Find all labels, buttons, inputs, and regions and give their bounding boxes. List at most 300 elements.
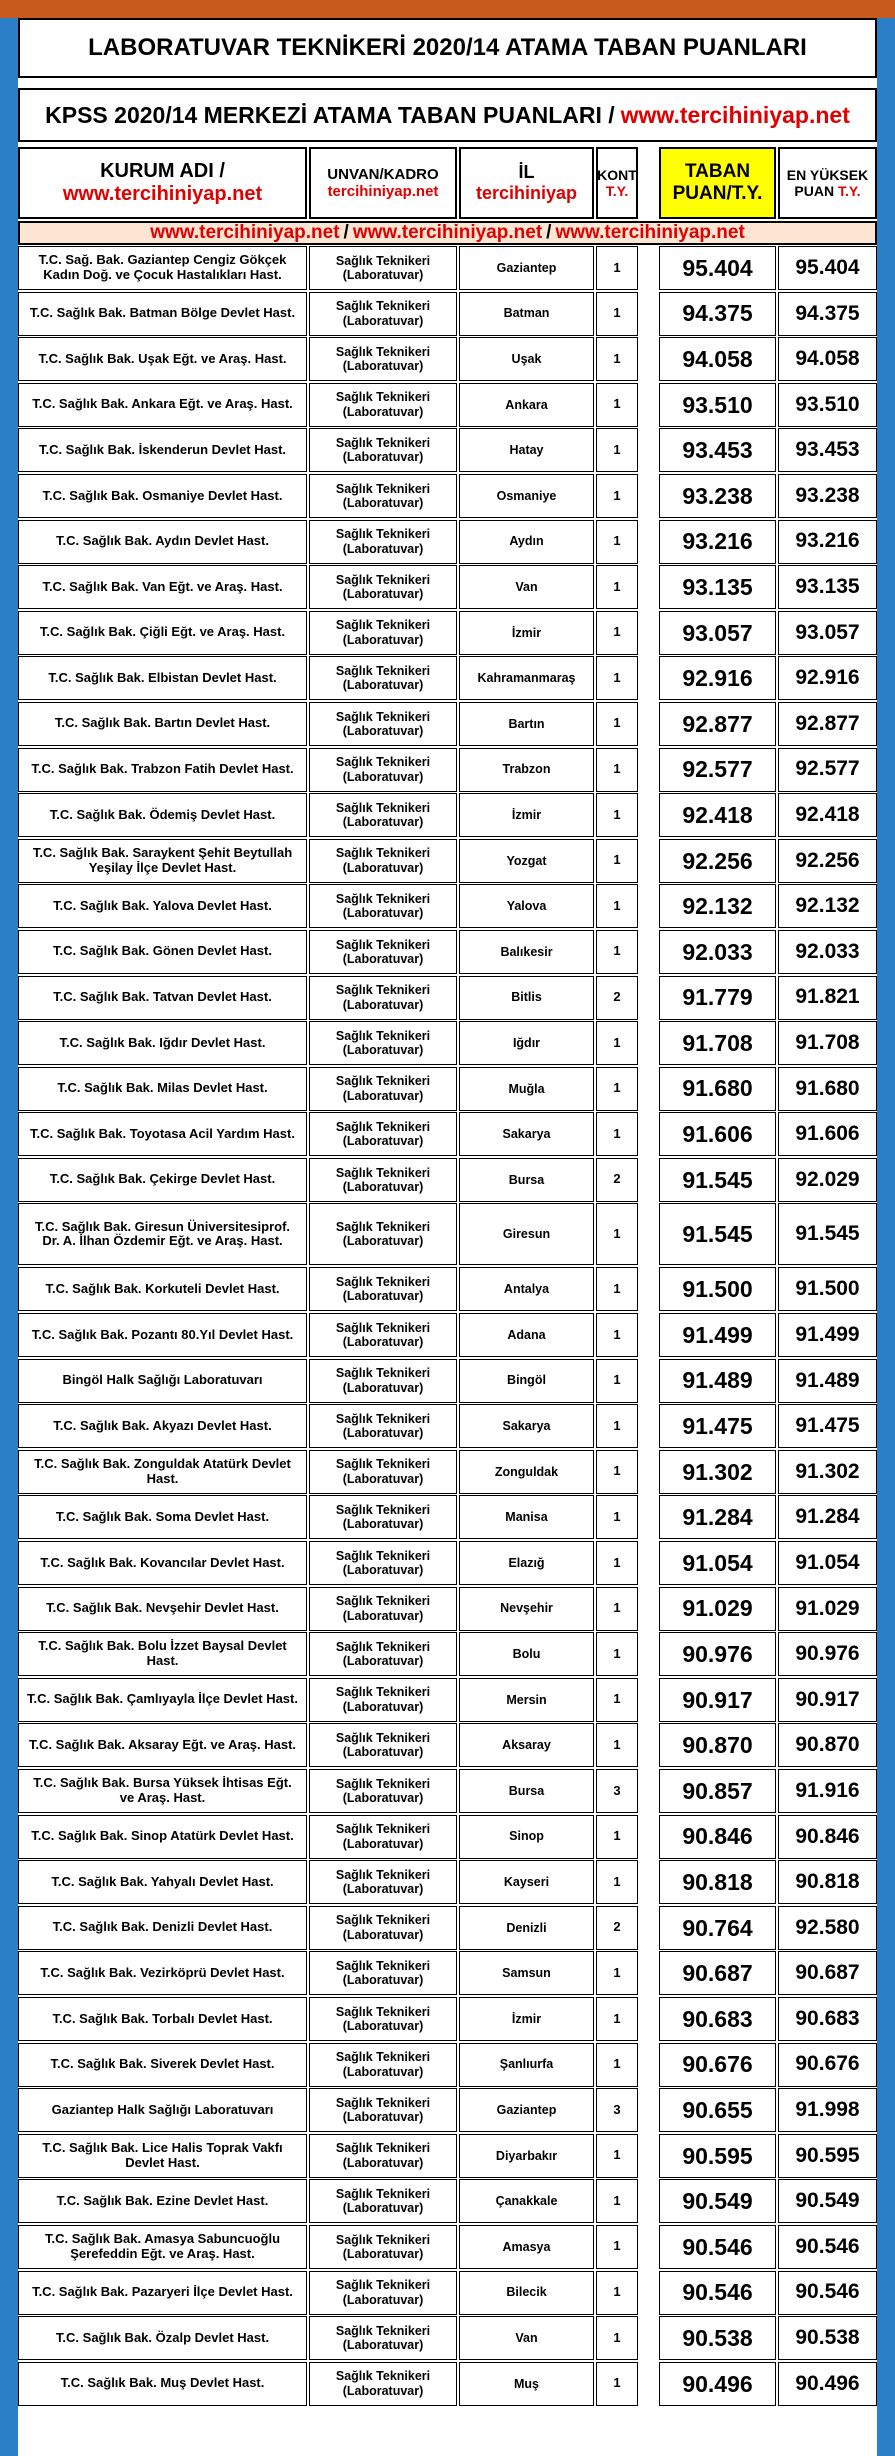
en-yuksek-puan-cell: 91.998 xyxy=(778,2088,877,2132)
kurum-cell: T.C. Sağlık Bak. Pozantı 80.Yıl Devlet Hast. xyxy=(18,1313,307,1357)
kurum-cell: T.C. Sağlık Bak. Siverek Devlet Hast. xyxy=(18,2043,307,2087)
unvan-cell: Sağlık Teknikeri (Laboratuvar) xyxy=(309,1906,457,1950)
taban-puan-cell: 93.510 xyxy=(659,383,776,427)
en-yuksek-puan-cell: 92.577 xyxy=(778,748,877,792)
table-row xyxy=(18,2043,877,2089)
table-row xyxy=(18,2271,877,2317)
table-row xyxy=(18,1723,877,1769)
table-row xyxy=(18,930,877,976)
en-yuksek-puan-cell: 90.546 xyxy=(778,2225,877,2269)
unvan-cell: Sağlık Teknikeri (Laboratuvar) xyxy=(309,1313,457,1357)
il-cell: Muş xyxy=(459,2362,594,2406)
taban-puan-cell: 90.546 xyxy=(659,2225,776,2269)
unvan-cell: Sağlık Teknikeri (Laboratuvar) xyxy=(309,1021,457,1065)
il-cell: Van xyxy=(459,2316,594,2360)
kontenjan-cell: 1 xyxy=(596,565,638,609)
kurum-cell: T.C. Sağlık Bak. Iğdır Devlet Hast. xyxy=(18,1021,307,1065)
unvan-cell: Sağlık Teknikeri (Laboratuvar) xyxy=(309,1678,457,1722)
table-row xyxy=(18,1906,877,1952)
unvan-cell: Sağlık Teknikeri (Laboratuvar) xyxy=(309,656,457,700)
unvan-cell: Sağlık Teknikeri (Laboratuvar) xyxy=(309,2362,457,2406)
il-cell: Sakarya xyxy=(459,1112,594,1156)
il-cell: Diyarbakır xyxy=(459,2134,594,2178)
il-cell: Amasya xyxy=(459,2225,594,2269)
en-yuksek-puan-cell: 92.033 xyxy=(778,930,877,974)
header-en-yuksek xyxy=(778,147,877,219)
taban-puan-cell: 92.577 xyxy=(659,748,776,792)
kurum-cell: T.C. Sağlık Bak. Amasya Sabuncuoğlu Şerefeddin Eğt. ve Araş. Hast. xyxy=(18,2225,307,2269)
table-row xyxy=(18,428,877,474)
kurum-cell: T.C. Sağlık Bak. Giresun Üniversitesiprof. Dr. A. İlhan Özdemir Eğt. ve Araş. Hast. xyxy=(18,1203,307,1265)
il-cell: Şanlıurfa xyxy=(459,2043,594,2087)
en-yuksek-puan-cell: 92.132 xyxy=(778,884,877,928)
table-row xyxy=(18,839,877,885)
kurum-cell: T.C. Sağlık Bak. Aydın Devlet Hast. xyxy=(18,520,307,564)
taban-puan-cell: 90.764 xyxy=(659,1906,776,1950)
kontenjan-cell: 1 xyxy=(596,2225,638,2269)
table-row xyxy=(18,246,877,292)
table-row xyxy=(18,748,877,794)
header-il-label: İL xyxy=(518,162,535,182)
kontenjan-cell: 1 xyxy=(596,1267,638,1311)
subtitle-site-link[interactable]: www.tercihiniyap.net xyxy=(620,101,850,128)
il-cell: Giresun xyxy=(459,1203,594,1265)
table-row xyxy=(18,884,877,930)
en-yuksek-puan-cell: 90.538 xyxy=(778,2316,877,2360)
taban-puan-cell: 90.496 xyxy=(659,2362,776,2406)
il-cell: Balıkesir xyxy=(459,930,594,974)
unvan-cell: Sağlık Teknikeri (Laboratuvar) xyxy=(309,428,457,472)
taban-puan-cell: 90.683 xyxy=(659,1997,776,2041)
taban-puan-cell: 92.132 xyxy=(659,884,776,928)
en-yuksek-puan-cell: 91.680 xyxy=(778,1067,877,1111)
taban-puan-cell: 95.404 xyxy=(659,246,776,290)
table-row xyxy=(18,1769,877,1815)
kontenjan-cell: 1 xyxy=(596,930,638,974)
kurum-cell: T.C. Sağlık Bak. Saraykent Şehit Beytullah Yeşilay İlçe Devlet Hast. xyxy=(18,839,307,883)
kontenjan-cell: 1 xyxy=(596,1404,638,1448)
unvan-cell: Sağlık Teknikeri (Laboratuvar) xyxy=(309,1769,457,1813)
kontenjan-cell: 1 xyxy=(596,474,638,518)
table-row xyxy=(18,1815,877,1861)
header-unvan xyxy=(309,147,457,219)
kurum-cell: T.C. Sağlık Bak. Aksaray Eğt. ve Araş. Hast. xyxy=(18,1723,307,1767)
kurum-cell: T.C. Sağlık Bak. Pazaryeri İlçe Devlet Hast. xyxy=(18,2271,307,2315)
unvan-cell: Sağlık Teknikeri (Laboratuvar) xyxy=(309,1267,457,1311)
il-cell: Elazığ xyxy=(459,1541,594,1585)
table-row xyxy=(18,1450,877,1496)
unvan-cell: Sağlık Teknikeri (Laboratuvar) xyxy=(309,292,457,336)
kontenjan-cell: 1 xyxy=(596,1313,638,1357)
kurum-cell: T.C. Sağlık Bak. Bartın Devlet Hast. xyxy=(18,702,307,746)
table-row xyxy=(18,1267,877,1313)
kurum-cell: T.C. Sağlık Bak. Yahyalı Devlet Hast. xyxy=(18,1860,307,1904)
taban-puan-cell: 91.489 xyxy=(659,1359,776,1403)
il-cell: Van xyxy=(459,565,594,609)
website-band xyxy=(18,221,877,245)
en-yuksek-puan-cell: 91.054 xyxy=(778,1541,877,1585)
en-yuksek-puan-cell: 90.976 xyxy=(778,1632,877,1676)
en-yuksek-puan-cell: 93.216 xyxy=(778,520,877,564)
table-row xyxy=(18,520,877,566)
taban-puan-cell: 93.135 xyxy=(659,565,776,609)
header-en-yuksek-label: EN YÜKSEK xyxy=(786,167,869,183)
unvan-cell: Sağlık Teknikeri (Laboratuvar) xyxy=(309,1997,457,2041)
unvan-cell: Sağlık Teknikeri (Laboratuvar) xyxy=(309,793,457,837)
header-kurum-label: KURUM ADI / xyxy=(100,160,225,182)
unvan-cell: Sağlık Teknikeri (Laboratuvar) xyxy=(309,2225,457,2269)
table-row xyxy=(18,1495,877,1541)
kontenjan-cell: 2 xyxy=(596,1158,638,1202)
en-yuksek-puan-cell: 91.708 xyxy=(778,1021,877,1065)
il-cell: Mersin xyxy=(459,1678,594,1722)
table-row xyxy=(18,1587,877,1633)
il-cell: Yalova xyxy=(459,884,594,928)
separator: / xyxy=(546,222,552,243)
unvan-cell: Sağlık Teknikeri (Laboratuvar) xyxy=(309,839,457,883)
taban-puan-cell: 91.499 xyxy=(659,1313,776,1357)
en-yuksek-puan-cell: 92.580 xyxy=(778,1906,877,1950)
website-link-1[interactable]: www.tercihiniyap.net xyxy=(150,222,340,243)
unvan-cell: Sağlık Teknikeri (Laboratuvar) xyxy=(309,748,457,792)
taban-puan-cell: 91.680 xyxy=(659,1067,776,1111)
en-yuksek-puan-cell: 90.846 xyxy=(778,1815,877,1859)
en-yuksek-puan-cell: 94.058 xyxy=(778,337,877,381)
en-yuksek-puan-cell: 91.499 xyxy=(778,1313,877,1357)
kontenjan-cell: 1 xyxy=(596,1112,638,1156)
il-cell: Bartın xyxy=(459,702,594,746)
taban-puan-cell: 94.375 xyxy=(659,292,776,336)
kurum-cell: T.C. Sağlık Bak. Akyazı Devlet Hast. xyxy=(18,1404,307,1448)
table-row xyxy=(18,2362,877,2408)
il-cell: Nevşehir xyxy=(459,1587,594,1631)
kurum-cell: T.C. Sağlık Bak. Uşak Eğt. ve Araş. Hast. xyxy=(18,337,307,381)
unvan-cell: Sağlık Teknikeri (Laboratuvar) xyxy=(309,520,457,564)
taban-puan-cell: 90.870 xyxy=(659,1723,776,1767)
table-row xyxy=(18,2225,877,2271)
table-row xyxy=(18,793,877,839)
table-row xyxy=(18,1112,877,1158)
table-row xyxy=(18,1021,877,1067)
kurum-cell: T.C. Sağlık Bak. Vezirköprü Devlet Hast. xyxy=(18,1951,307,1995)
en-yuksek-puan-cell: 95.404 xyxy=(778,246,877,290)
en-yuksek-puan-cell: 91.029 xyxy=(778,1587,877,1631)
kurum-cell: T.C. Sağlık Bak. Çekirge Devlet Hast. xyxy=(18,1158,307,1202)
taban-puan-cell: 91.708 xyxy=(659,1021,776,1065)
taban-puan-cell: 92.877 xyxy=(659,702,776,746)
kurum-cell: Gaziantep Halk Sağlığı Laboratuvarı xyxy=(18,2088,307,2132)
kontenjan-cell: 2 xyxy=(596,1906,638,1950)
il-cell: İzmir xyxy=(459,1997,594,2041)
unvan-cell: Sağlık Teknikeri (Laboratuvar) xyxy=(309,976,457,1020)
il-cell: Batman xyxy=(459,292,594,336)
header-kont-ty: T.Y. xyxy=(605,183,629,199)
en-yuksek-puan-cell: 91.302 xyxy=(778,1450,877,1494)
kontenjan-cell: 1 xyxy=(596,1997,638,2041)
en-yuksek-puan-cell: 94.375 xyxy=(778,292,877,336)
unvan-cell: Sağlık Teknikeri (Laboratuvar) xyxy=(309,1723,457,1767)
kontenjan-cell: 1 xyxy=(596,1067,638,1111)
en-yuksek-puan-cell: 90.683 xyxy=(778,1997,877,2041)
taban-puan-cell: 91.500 xyxy=(659,1267,776,1311)
il-cell: Kayseri xyxy=(459,1860,594,1904)
kontenjan-cell: 1 xyxy=(596,1021,638,1065)
table-row xyxy=(18,1158,877,1204)
kurum-cell: T.C. Sağlık Bak. Özalp Devlet Hast. xyxy=(18,2316,307,2360)
header-il xyxy=(459,147,594,219)
en-yuksek-puan-cell: 90.917 xyxy=(778,1678,877,1722)
unvan-cell: Sağlık Teknikeri (Laboratuvar) xyxy=(309,1450,457,1494)
taban-puan-cell: 90.538 xyxy=(659,2316,776,2360)
taban-puan-cell: 90.976 xyxy=(659,1632,776,1676)
kontenjan-cell: 1 xyxy=(596,702,638,746)
en-yuksek-puan-cell: 90.818 xyxy=(778,1860,877,1904)
en-yuksek-puan-cell: 91.284 xyxy=(778,1495,877,1539)
il-cell: Aydın xyxy=(459,520,594,564)
kontenjan-cell: 1 xyxy=(596,1541,638,1585)
taban-puan-cell: 93.216 xyxy=(659,520,776,564)
table-row xyxy=(18,383,877,429)
header-en-yuksek-puan: PUAN xyxy=(794,183,835,199)
il-cell: Bolu xyxy=(459,1632,594,1676)
unvan-cell: Sağlık Teknikeri (Laboratuvar) xyxy=(309,1860,457,1904)
kurum-cell: T.C. Sağ. Bak. Gaziantep Cengiz Gökçek Kadın Doğ. ve Çocuk Hastalıkları Hast. xyxy=(18,246,307,290)
kurum-cell: T.C. Sağlık Bak. Ezine Devlet Hast. xyxy=(18,2179,307,2223)
en-yuksek-puan-cell: 92.916 xyxy=(778,656,877,700)
en-yuksek-puan-cell: 92.029 xyxy=(778,1158,877,1202)
il-cell: Manisa xyxy=(459,1495,594,1539)
header-taban-label: TABAN xyxy=(684,161,751,182)
unvan-cell: Sağlık Teknikeri (Laboratuvar) xyxy=(309,702,457,746)
kontenjan-cell: 1 xyxy=(596,2271,638,2315)
kontenjan-cell: 1 xyxy=(596,2134,638,2178)
il-cell: Adana xyxy=(459,1313,594,1357)
kontenjan-cell: 1 xyxy=(596,292,638,336)
kurum-cell: T.C. Sağlık Bak. Batman Bölge Devlet Hast. xyxy=(18,292,307,336)
il-cell: Uşak xyxy=(459,337,594,381)
il-cell: Sinop xyxy=(459,1815,594,1859)
kontenjan-cell: 1 xyxy=(596,1359,638,1403)
kontenjan-cell: 1 xyxy=(596,839,638,883)
kontenjan-cell: 1 xyxy=(596,1723,638,1767)
unvan-cell: Sağlık Teknikeri (Laboratuvar) xyxy=(309,611,457,655)
taban-puan-cell: 93.057 xyxy=(659,611,776,655)
kurum-cell: T.C. Sağlık Bak. Ödemiş Devlet Hast. xyxy=(18,793,307,837)
table-row xyxy=(18,1997,877,2043)
taban-puan-cell: 91.606 xyxy=(659,1112,776,1156)
kontenjan-cell: 1 xyxy=(596,1951,638,1995)
kontenjan-cell: 1 xyxy=(596,1815,638,1859)
table-row xyxy=(18,565,877,611)
taban-puan-cell: 90.857 xyxy=(659,1769,776,1813)
en-yuksek-puan-cell: 91.545 xyxy=(778,1203,877,1265)
unvan-cell: Sağlık Teknikeri (Laboratuvar) xyxy=(309,884,457,928)
kurum-cell: T.C. Sağlık Bak. Tatvan Devlet Hast. xyxy=(18,976,307,1020)
header-unvan-label: UNVAN/KADRO xyxy=(327,166,439,183)
en-yuksek-puan-cell: 90.595 xyxy=(778,2134,877,2178)
table-row xyxy=(18,1541,877,1587)
kurum-cell: T.C. Sağlık Bak. Kovancılar Devlet Hast. xyxy=(18,1541,307,1585)
table-row xyxy=(18,1951,877,1997)
kontenjan-cell: 1 xyxy=(596,2316,638,2360)
kurum-cell: T.C. Sağlık Bak. Van Eğt. ve Araş. Hast. xyxy=(18,565,307,609)
unvan-cell: Sağlık Teknikeri (Laboratuvar) xyxy=(309,2134,457,2178)
il-cell: Zonguldak xyxy=(459,1450,594,1494)
il-cell: Bursa xyxy=(459,1769,594,1813)
taban-puan-cell: 90.595 xyxy=(659,2134,776,2178)
en-yuksek-puan-cell: 91.500 xyxy=(778,1267,877,1311)
table-row xyxy=(18,2134,877,2180)
taban-puan-cell: 90.846 xyxy=(659,1815,776,1859)
il-cell: Gaziantep xyxy=(459,2088,594,2132)
taban-puan-cell: 90.676 xyxy=(659,2043,776,2087)
kurum-cell: T.C. Sağlık Bak. Denizli Devlet Hast. xyxy=(18,1906,307,1950)
il-cell: Gaziantep xyxy=(459,246,594,290)
separator: / xyxy=(343,222,349,243)
il-cell: Sakarya xyxy=(459,1404,594,1448)
il-cell: Osmaniye xyxy=(459,474,594,518)
kurum-cell: T.C. Sağlık Bak. Trabzon Fatih Devlet Hast. xyxy=(18,748,307,792)
kontenjan-cell: 1 xyxy=(596,1203,638,1265)
kontenjan-cell: 1 xyxy=(596,884,638,928)
il-cell: Trabzon xyxy=(459,748,594,792)
kontenjan-cell: 1 xyxy=(596,793,638,837)
kurum-cell: T.C. Sağlık Bak. Elbistan Devlet Hast. xyxy=(18,656,307,700)
kurum-cell: T.C. Sağlık Bak. Çamlıyayla İlçe Devlet Hast. xyxy=(18,1678,307,1722)
taban-puan-cell: 92.033 xyxy=(659,930,776,974)
en-yuksek-puan-cell: 91.489 xyxy=(778,1359,877,1403)
taban-puan-cell: 91.545 xyxy=(659,1203,776,1265)
kurum-cell: T.C. Sağlık Bak. Lice Halis Toprak Vakfı Devlet Hast. xyxy=(18,2134,307,2178)
table-row xyxy=(18,474,877,520)
results-table xyxy=(18,246,877,2407)
page-title: LABORATUVAR TEKNİKERİ 2020/14 ATAMA TABAN PUANLARI xyxy=(18,18,877,78)
unvan-cell: Sağlık Teknikeri (Laboratuvar) xyxy=(309,2088,457,2132)
taban-puan-cell: 90.546 xyxy=(659,2271,776,2315)
il-cell: Yozgat xyxy=(459,839,594,883)
taban-puan-cell: 91.029 xyxy=(659,1587,776,1631)
kontenjan-cell: 1 xyxy=(596,1450,638,1494)
kontenjan-cell: 1 xyxy=(596,2362,638,2406)
table-row xyxy=(18,656,877,702)
kontenjan-cell: 3 xyxy=(596,1769,638,1813)
header-kurum-site: www.tercihiniyap.net xyxy=(62,183,263,205)
unvan-cell: Sağlık Teknikeri (Laboratuvar) xyxy=(309,1359,457,1403)
en-yuksek-puan-cell: 92.877 xyxy=(778,702,877,746)
il-cell: Bilecik xyxy=(459,2271,594,2315)
il-cell: İzmir xyxy=(459,611,594,655)
table-row xyxy=(18,1067,877,1113)
unvan-cell: Sağlık Teknikeri (Laboratuvar) xyxy=(309,246,457,290)
taban-puan-cell: 93.453 xyxy=(659,428,776,472)
kurum-cell: T.C. Sağlık Bak. Ankara Eğt. ve Araş. Hast. xyxy=(18,383,307,427)
taban-puan-cell: 94.058 xyxy=(659,337,776,381)
kurum-cell: T.C. Sağlık Bak. Bolu İzzet Baysal Devlet Hast. xyxy=(18,1632,307,1676)
website-link-2[interactable]: www.tercihiniyap.net xyxy=(352,222,543,243)
kontenjan-cell: 1 xyxy=(596,1860,638,1904)
header-il-site: tercihiniyap xyxy=(475,183,578,203)
kontenjan-cell: 1 xyxy=(596,428,638,472)
en-yuksek-puan-cell: 92.256 xyxy=(778,839,877,883)
table-row xyxy=(18,1404,877,1450)
table-row xyxy=(18,702,877,748)
kurum-cell: T.C. Sağlık Bak. Nevşehir Devlet Hast. xyxy=(18,1587,307,1631)
taban-puan-cell: 90.917 xyxy=(659,1678,776,1722)
il-cell: Bursa xyxy=(459,1158,594,1202)
il-cell: Samsun xyxy=(459,1951,594,1995)
table-row xyxy=(18,337,877,383)
en-yuksek-puan-cell: 91.606 xyxy=(778,1112,877,1156)
taban-puan-cell: 92.256 xyxy=(659,839,776,883)
unvan-cell: Sağlık Teknikeri (Laboratuvar) xyxy=(309,1112,457,1156)
table-row xyxy=(18,2316,877,2362)
en-yuksek-puan-cell: 92.418 xyxy=(778,793,877,837)
page-subtitle xyxy=(18,88,877,142)
header-kurum xyxy=(18,147,307,219)
il-cell: Aksaray xyxy=(459,1723,594,1767)
unvan-cell: Sağlık Teknikeri (Laboratuvar) xyxy=(309,1951,457,1995)
header-kont-label: KONT xyxy=(597,167,637,183)
taban-puan-cell: 92.418 xyxy=(659,793,776,837)
top-bar xyxy=(0,0,895,18)
kontenjan-cell: 1 xyxy=(596,1587,638,1631)
unvan-cell: Sağlık Teknikeri (Laboratuvar) xyxy=(309,1067,457,1111)
unvan-cell: Sağlık Teknikeri (Laboratuvar) xyxy=(309,2179,457,2223)
kontenjan-cell: 1 xyxy=(596,337,638,381)
il-cell: Çanakkale xyxy=(459,2179,594,2223)
il-cell: Iğdır xyxy=(459,1021,594,1065)
il-cell: Denizli xyxy=(459,1906,594,1950)
website-link-3[interactable]: www.tercihiniyap.net xyxy=(555,222,745,243)
taban-puan-cell: 90.549 xyxy=(659,2179,776,2223)
il-cell: Kahramanmaraş xyxy=(459,656,594,700)
il-cell: Hatay xyxy=(459,428,594,472)
unvan-cell: Sağlık Teknikeri (Laboratuvar) xyxy=(309,1632,457,1676)
unvan-cell: Sağlık Teknikeri (Laboratuvar) xyxy=(309,1587,457,1631)
kontenjan-cell: 1 xyxy=(596,611,638,655)
unvan-cell: Sağlık Teknikeri (Laboratuvar) xyxy=(309,1203,457,1265)
unvan-cell: Sağlık Teknikeri (Laboratuvar) xyxy=(309,474,457,518)
kontenjan-cell: 1 xyxy=(596,656,638,700)
unvan-cell: Sağlık Teknikeri (Laboratuvar) xyxy=(309,1815,457,1859)
unvan-cell: Sağlık Teknikeri (Laboratuvar) xyxy=(309,337,457,381)
taban-puan-cell: 91.054 xyxy=(659,1541,776,1585)
kurum-cell: T.C. Sağlık Bak. Yalova Devlet Hast. xyxy=(18,884,307,928)
en-yuksek-puan-cell: 90.687 xyxy=(778,1951,877,1995)
kontenjan-cell: 1 xyxy=(596,1495,638,1539)
en-yuksek-puan-cell: 93.510 xyxy=(778,383,877,427)
header-unvan-site: tercihiniyap.net xyxy=(327,183,439,200)
kurum-cell: T.C. Sağlık Bak. Osmaniye Devlet Hast. xyxy=(18,474,307,518)
unvan-cell: Sağlık Teknikeri (Laboratuvar) xyxy=(309,1404,457,1448)
kontenjan-cell: 1 xyxy=(596,2179,638,2223)
kontenjan-cell: 1 xyxy=(596,1632,638,1676)
kurum-cell: T.C. Sağlık Bak. İskenderun Devlet Hast. xyxy=(18,428,307,472)
taban-puan-cell: 90.687 xyxy=(659,1951,776,1995)
kontenjan-cell: 1 xyxy=(596,748,638,792)
table-row xyxy=(18,2088,877,2134)
en-yuksek-puan-cell: 90.676 xyxy=(778,2043,877,2087)
kontenjan-cell: 1 xyxy=(596,246,638,290)
en-yuksek-puan-cell: 93.238 xyxy=(778,474,877,518)
taban-puan-cell: 90.818 xyxy=(659,1860,776,1904)
il-cell: Bingöl xyxy=(459,1359,594,1403)
unvan-cell: Sağlık Teknikeri (Laboratuvar) xyxy=(309,2043,457,2087)
unvan-cell: Sağlık Teknikeri (Laboratuvar) xyxy=(309,565,457,609)
unvan-cell: Sağlık Teknikeri (Laboratuvar) xyxy=(309,1158,457,1202)
en-yuksek-puan-cell: 91.475 xyxy=(778,1404,877,1448)
unvan-cell: Sağlık Teknikeri (Laboratuvar) xyxy=(309,930,457,974)
